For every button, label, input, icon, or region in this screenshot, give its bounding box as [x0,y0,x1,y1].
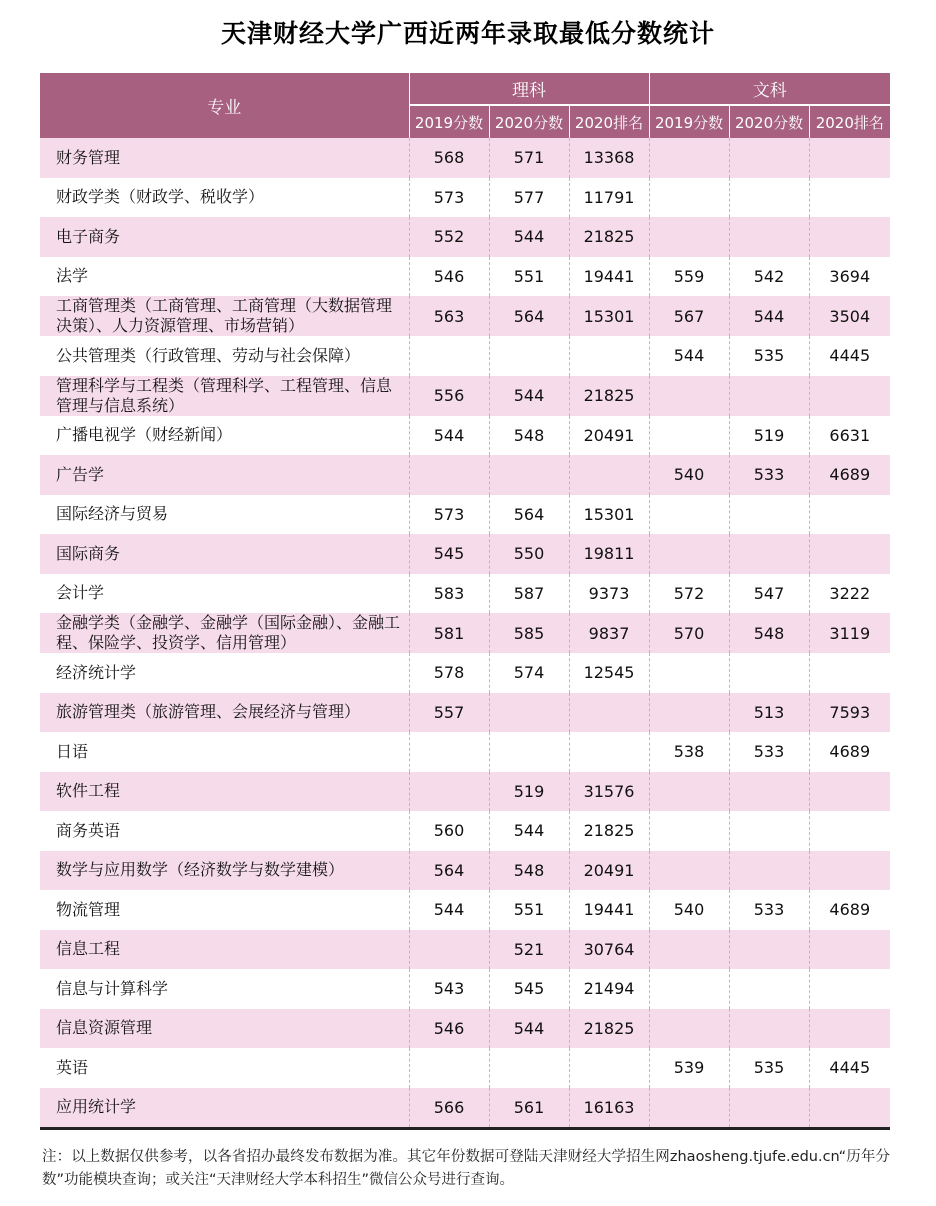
major-cell: 商务英语 [40,811,409,851]
score-cell: 15301 [569,296,649,336]
major-cell: 旅游管理类（旅游管理、会展经济与管理） [40,693,409,733]
table-row [40,1048,890,1088]
score-cell [649,1009,729,1049]
footnote: 注：以上数据仅供参考，以各省招办最终发布数据为准。其它年份数据可登陆天津财经大学招生网zhaosheng.tjufe.edu.cn“历年分数”功能模块查询；或关注“天津财经大学本科招生”微信公众号进行查询。 [42,1149,890,1188]
score-cell [649,851,729,891]
score-cell [729,495,809,535]
score-cell: 546 [409,1009,489,1049]
score-cell: 19441 [569,890,649,930]
score-cell: 540 [649,890,729,930]
score-cell: 4689 [809,732,890,772]
score-cell [569,336,649,376]
major-cell: 国际经济与贸易 [40,495,409,535]
table-row [40,772,890,812]
score-cell [809,138,890,178]
header-row-groups [40,73,890,105]
score-cell: 535 [729,1048,809,1088]
major-cell: 信息资源管理 [40,1009,409,1049]
score-cell [809,851,890,891]
major-cell: 财政学类（财政学、税收学） [40,178,409,218]
score-cell: 519 [489,772,569,812]
score-cell: 544 [649,336,729,376]
score-cell: 563 [409,296,489,336]
table-row [40,930,890,970]
score-cell: 3504 [809,296,890,336]
score-cell: 545 [409,534,489,574]
score-cell: 564 [489,495,569,535]
score-cell: 573 [409,178,489,218]
score-cell [729,1088,809,1129]
major-cell: 英语 [40,1048,409,1088]
score-cell: 519 [729,416,809,456]
score-cell [809,217,890,257]
score-cell [649,653,729,693]
table-row [40,851,890,891]
score-cell: 560 [409,811,489,851]
score-cell: 564 [409,851,489,891]
score-cell [729,811,809,851]
score-cell: 544 [489,1009,569,1049]
score-cell: 544 [409,890,489,930]
table-row [40,495,890,535]
major-cell: 数学与应用数学（经济数学与数学建模） [40,851,409,891]
score-cell: 513 [729,693,809,733]
score-cell [729,217,809,257]
score-cell: 587 [489,574,569,614]
score-cell [489,455,569,495]
header-col: 2020分数 [729,105,809,138]
score-cell [649,969,729,1009]
score-cell [409,336,489,376]
score-cell: 548 [729,613,809,653]
score-cell [729,376,809,416]
score-cell: 13368 [569,138,649,178]
score-cell: 544 [729,296,809,336]
table-row [40,890,890,930]
score-cell [809,811,890,851]
score-cell: 550 [489,534,569,574]
table-row [40,811,890,851]
score-cell [569,732,649,772]
table-row [40,574,890,614]
score-cell: 574 [489,653,569,693]
score-cell: 577 [489,178,569,218]
score-cell: 7593 [809,693,890,733]
score-cell [729,653,809,693]
major-cell: 会计学 [40,574,409,614]
score-cell: 21825 [569,1009,649,1049]
score-cell [409,772,489,812]
score-cell [729,969,809,1009]
score-cell [489,732,569,772]
score-cell [489,693,569,733]
score-cell: 20491 [569,416,649,456]
score-cell: 539 [649,1048,729,1088]
score-cell: 567 [649,296,729,336]
score-cell: 16163 [569,1088,649,1129]
score-cell [569,1048,649,1088]
header-science: 理科 [409,73,649,105]
score-cell: 3119 [809,613,890,653]
score-cell: 4445 [809,1048,890,1088]
score-cell [809,534,890,574]
score-cell [649,376,729,416]
score-cell: 9837 [569,613,649,653]
score-cell: 538 [649,732,729,772]
score-cell [729,178,809,218]
score-cell [649,495,729,535]
table-row [40,296,890,336]
header-major: 专业 [40,73,409,138]
score-cell: 4689 [809,890,890,930]
major-cell: 物流管理 [40,890,409,930]
score-cell [649,416,729,456]
score-cell: 568 [409,138,489,178]
score-cell: 556 [409,376,489,416]
score-cell: 19441 [569,257,649,297]
score-cell: 548 [489,416,569,456]
score-cell: 571 [489,138,569,178]
major-cell: 经济统计学 [40,653,409,693]
table-row [40,138,890,178]
header-col: 2019分数 [409,105,489,138]
table-row [40,217,890,257]
table-row [40,178,890,218]
score-cell: 544 [489,376,569,416]
table-row [40,534,890,574]
table-row [40,376,890,416]
score-cell: 3222 [809,574,890,614]
score-cell [809,1088,890,1129]
score-cell [809,376,890,416]
score-cell: 21825 [569,376,649,416]
page-title: 天津财经大学广西近两年录取最低分数统计 [220,19,715,48]
score-cell [809,772,890,812]
major-cell: 广播电视学（财经新闻） [40,416,409,456]
score-cell: 566 [409,1088,489,1129]
score-cell: 540 [649,455,729,495]
major-cell: 应用统计学 [40,1088,409,1129]
score-cell [409,1048,489,1088]
score-cell [409,732,489,772]
header-col: 2020分数 [489,105,569,138]
score-cell: 4445 [809,336,890,376]
score-cell: 533 [729,455,809,495]
score-cell: 12545 [569,653,649,693]
major-cell: 信息工程 [40,930,409,970]
table-row [40,336,890,376]
score-cell [729,534,809,574]
table-row [40,257,890,297]
score-cell [729,772,809,812]
score-cell: 561 [489,1088,569,1129]
score-cell: 535 [729,336,809,376]
score-cell: 546 [409,257,489,297]
major-cell: 信息与计算科学 [40,969,409,1009]
table-row [40,653,890,693]
major-cell: 法学 [40,257,409,297]
score-cell [569,455,649,495]
header-col: 2020排名 [569,105,649,138]
score-cell: 585 [489,613,569,653]
table-row [40,613,890,653]
score-cell [809,969,890,1009]
score-cell: 547 [729,574,809,614]
score-cell: 21494 [569,969,649,1009]
table-row [40,416,890,456]
score-cell: 548 [489,851,569,891]
table-row [40,693,890,733]
score-cell: 559 [649,257,729,297]
header-col: 2019分数 [649,105,729,138]
major-cell: 工商管理类（工商管理、工商管理（大数据管理决策）、人力资源管理、市场营销） [40,296,409,336]
score-cell [649,178,729,218]
table-row [40,969,890,1009]
score-cell: 543 [409,969,489,1009]
score-cell: 564 [489,296,569,336]
score-cell: 545 [489,969,569,1009]
score-cell [649,811,729,851]
score-cell [569,693,649,733]
score-cell: 21825 [569,217,649,257]
score-cell [409,455,489,495]
table-body [40,138,890,1129]
score-cell: 4689 [809,455,890,495]
score-cell: 15301 [569,495,649,535]
score-cell [729,1009,809,1049]
major-cell: 财务管理 [40,138,409,178]
score-cell [649,772,729,812]
score-cell: 30764 [569,930,649,970]
score-cell [649,693,729,733]
score-cell [649,1088,729,1129]
score-cell: 11791 [569,178,649,218]
header-col: 2020排名 [809,105,890,138]
score-cell: 551 [489,890,569,930]
table-row [40,1088,890,1129]
score-cell [809,653,890,693]
score-cell [489,1048,569,1088]
major-cell: 公共管理类（行政管理、劳动与社会保障） [40,336,409,376]
score-cell [729,138,809,178]
score-cell [649,534,729,574]
score-cell: 578 [409,653,489,693]
score-cell [809,930,890,970]
score-cell [409,930,489,970]
score-cell: 544 [489,217,569,257]
score-cell: 533 [729,732,809,772]
scores-table [40,73,890,1130]
major-cell: 国际商务 [40,534,409,574]
score-cell: 3694 [809,257,890,297]
score-cell [649,217,729,257]
table-row [40,455,890,495]
score-cell [649,930,729,970]
major-cell: 日语 [40,732,409,772]
score-cell: 542 [729,257,809,297]
score-cell: 20491 [569,851,649,891]
score-cell: 544 [409,416,489,456]
score-cell: 570 [649,613,729,653]
score-cell [809,495,890,535]
score-cell: 581 [409,613,489,653]
major-cell: 电子商务 [40,217,409,257]
major-cell: 管理科学与工程类（管理科学、工程管理、信息管理与信息系统） [40,376,409,416]
header-arts: 文科 [649,73,890,105]
score-cell: 19811 [569,534,649,574]
score-cell: 521 [489,930,569,970]
score-cell: 551 [489,257,569,297]
score-cell: 6631 [809,416,890,456]
major-cell: 广告学 [40,455,409,495]
score-cell: 583 [409,574,489,614]
score-cell: 21825 [569,811,649,851]
score-cell: 572 [649,574,729,614]
score-cell: 31576 [569,772,649,812]
major-cell: 软件工程 [40,772,409,812]
score-cell: 573 [409,495,489,535]
score-cell [649,138,729,178]
score-cell [809,178,890,218]
score-cell: 552 [409,217,489,257]
score-cell: 533 [729,890,809,930]
score-cell: 9373 [569,574,649,614]
score-cell [729,851,809,891]
major-cell: 金融学类（金融学、金融学（国际金融）、金融工程、保险学、投资学、信用管理） [40,613,409,653]
table-row [40,732,890,772]
score-cell: 557 [409,693,489,733]
score-cell [489,336,569,376]
score-cell [809,1009,890,1049]
score-cell: 544 [489,811,569,851]
table-row [40,1009,890,1049]
score-cell [729,930,809,970]
